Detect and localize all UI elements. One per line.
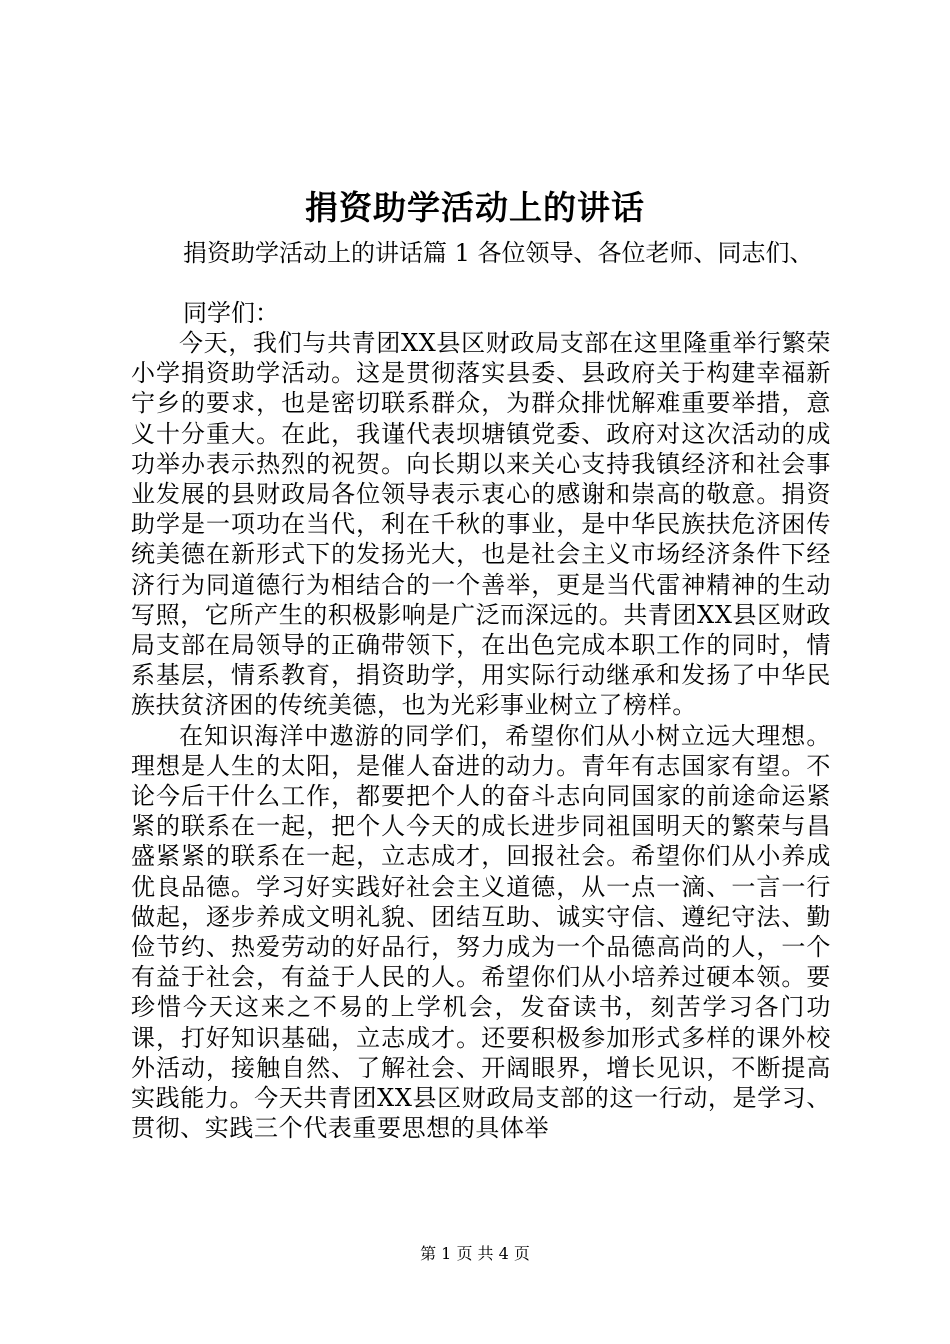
paragraph: 今天，我们与共青团XX县区财政局支部在这里隆重举行繁荣小学捐资助学活动。这是贯彻落实县委、县政府关于构建幸福新宁乡的要求，也是密切联系群众，为群众排忧解难重要举措，意义十分重大。在此，我谨代表坝塘镇党委、政府对这次活动的成功举办表示热烈的祝贺。向长期以来关心支持我镇经济和社会事业发展的县财政局各位领导表示衷心的感谢和崇高的敬意。捐资助学是一项功在当代，利在千秋的事业，是中华民族扶危济困传统美德在新形式下的发扬光大，也是社会主义市场经济条件下经济行为同道德行为相结合的一个善举，更是当代雷神精神的生动写照，它所产生的积极影响是广泛而深远的。共青团XX县区财政局支部在局领导的正确带领下，在出色完成本职工作的同时，情系基层，情系教育，捐资助学，用实际行动继承和发扬了中华民族扶贫济困的传统美德，也为光彩事业树立了榜样。 bbox=[131, 329, 831, 720]
paragraph: 在知识海洋中遨游的同学们，希望你们从小树立远大理想。理想是人生的太阳，是催人奋进的动力。青年有志国家有望。不论今后干什么工作，都要把个人的奋斗志向同国家的前途命运紧紧的联系在一起，把个人今天的成长进步同祖国明天的繁荣与昌盛紧紧的联系在一起，立志成才，回报社会。希望你们从小养成优良品德。学习好实践好社会主义道德，从一点一滴、一言一行做起，逐步养成文明礼貌、团结互助、诚实守信、遵纪守法、勤俭节约、热爱劳动的好品行，努力成为一个品德高尚的人，一个有益于社会，有益于人民的人。希望你们从小培养过硬本领。要珍惜今天这来之不易的上学机会，发奋读书，刻苦学习各门功课，打好知识基础，立志成才。还要积极参加形式多样的课外校外活动，接触自然、了解社会、开阔眼界，增长见识，不断提高实践能力。今天共青团XX县区财政局支部的这一行动，是学习、贯彻、实践三个代表重要思想的具体举 bbox=[131, 721, 831, 1143]
document-body bbox=[131, 328, 831, 1143]
page-indicator: 第 1 页 共 4 页 bbox=[420, 1244, 530, 1263]
document-title: 捐资助学活动上的讲话 bbox=[305, 188, 645, 227]
intro-line: 捐资助学活动上的讲话篇 1 各位领导、各位老师、同志们、 bbox=[183, 239, 814, 267]
salutation: 同学们： bbox=[183, 299, 279, 327]
